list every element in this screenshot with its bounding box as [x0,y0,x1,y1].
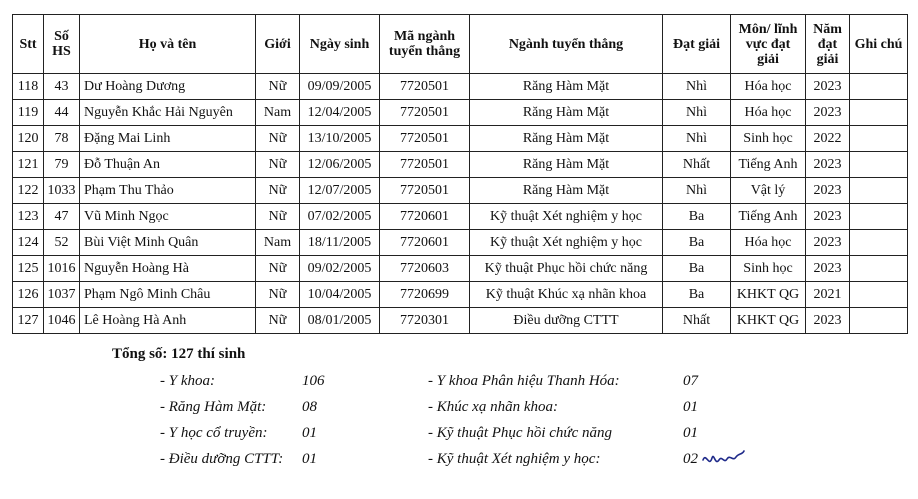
cell-gioi: Nữ [256,126,300,152]
cell-ma-nganh: 7720699 [380,282,470,308]
cell-stt: 120 [13,126,44,152]
table-row [13,74,908,100]
cell-nam: 2023 [806,204,850,230]
cell-dat-giai: Nhì [663,100,731,126]
cell-mon: Hóa học [731,230,806,256]
cell-ghi-chu [850,126,908,152]
cell-ghi-chu [850,230,908,256]
summary-right-value: 02 [683,451,698,467]
cell-mon: Tiếng Anh [731,152,806,178]
table-row [13,230,908,256]
cell-stt: 118 [13,74,44,100]
cell-ma-nganh: 7720301 [380,308,470,334]
cell-ghi-chu [850,204,908,230]
table-row [13,282,908,308]
cell-nam: 2023 [806,100,850,126]
summary-left-value: 106 [302,373,325,389]
cell-gioi: Nữ [256,282,300,308]
summary-right-value: 01 [683,399,698,415]
cell-ngay-sinh: 12/06/2005 [300,152,380,178]
cell-ho-ten: Phạm Ngô Minh Châu [80,282,256,308]
cell-nam: 2023 [806,178,850,204]
cell-stt: 121 [13,152,44,178]
handwritten-signature [700,448,746,474]
cell-nam: 2023 [806,152,850,178]
cell-so-hs: 44 [44,100,80,126]
summary-right-value: 07 [683,373,698,389]
cell-ma-nganh: 7720601 [380,230,470,256]
cell-mon: KHKT QG [731,308,806,334]
cell-gioi: Nữ [256,308,300,334]
cell-ngay-sinh: 12/07/2005 [300,178,380,204]
summary-right-label: - Y khoa Phân hiệu Thanh Hóa: [428,373,620,389]
summary-left-label: - Điều dưỡng CTTT: [160,451,284,467]
cell-so-hs: 79 [44,152,80,178]
header-ghi-chu: Ghi chú [850,15,908,74]
cell-ho-ten: Nguyễn Khắc Hải Nguyên [80,100,256,126]
cell-so-hs: 43 [44,74,80,100]
summary-right-label: - Kỹ thuật Phục hồi chức năng [428,425,612,441]
cell-stt: 125 [13,256,44,282]
cell-ghi-chu [850,152,908,178]
cell-ghi-chu [850,308,908,334]
cell-ho-ten: Dư Hoàng Dương [80,74,256,100]
admission-table [12,14,908,334]
cell-ma-nganh: 7720601 [380,204,470,230]
cell-ho-ten: Phạm Thu Thảo [80,178,256,204]
table-body [13,74,908,334]
cell-nganh: Răng Hàm Mặt [470,178,663,204]
cell-nganh: Kỹ thuật Xét nghiệm y học [470,204,663,230]
cell-so-hs: 1033 [44,178,80,204]
cell-nganh: Kỹ thuật Xét nghiệm y học [470,230,663,256]
cell-gioi: Nam [256,230,300,256]
cell-so-hs: 78 [44,126,80,152]
cell-ma-nganh: 7720603 [380,256,470,282]
summary-left-label: - Răng Hàm Mặt: [160,399,267,415]
cell-stt: 122 [13,178,44,204]
cell-ma-nganh: 7720501 [380,178,470,204]
cell-mon: Vật lý [731,178,806,204]
cell-ngay-sinh: 12/04/2005 [300,100,380,126]
header-stt: Stt [13,15,44,74]
cell-so-hs: 1046 [44,308,80,334]
table-row [13,204,908,230]
header-mon: Môn/ lĩnh vực đạt giải [731,15,806,74]
cell-ho-ten: Lê Hoàng Hà Anh [80,308,256,334]
cell-gioi: Nữ [256,152,300,178]
cell-mon: KHKT QG [731,282,806,308]
cell-ngay-sinh: 13/10/2005 [300,126,380,152]
cell-dat-giai: Nhất [663,152,731,178]
cell-nganh: Răng Hàm Mặt [470,126,663,152]
cell-dat-giai: Nhất [663,308,731,334]
cell-ngay-sinh: 18/11/2005 [300,230,380,256]
header-row [13,15,908,74]
summary-left-value: 01 [302,425,317,441]
cell-mon: Hóa học [731,100,806,126]
header-gioi: Giới [256,15,300,74]
cell-ghi-chu [850,100,908,126]
cell-dat-giai: Nhì [663,74,731,100]
cell-mon: Sinh học [731,126,806,152]
cell-ghi-chu [850,178,908,204]
cell-dat-giai: Ba [663,256,731,282]
cell-gioi: Nữ [256,74,300,100]
header-ho-ten: Họ và tên [80,15,256,74]
cell-ma-nganh: 7720501 [380,152,470,178]
cell-nganh: Răng Hàm Mặt [470,152,663,178]
cell-dat-giai: Nhì [663,178,731,204]
summary-right-value: 01 [683,425,698,441]
summary-right-label: - Khúc xạ nhãn khoa: [428,399,558,415]
cell-mon: Sinh học [731,256,806,282]
cell-gioi: Nữ [256,178,300,204]
cell-ghi-chu [850,74,908,100]
summary-left-label: - Y khoa: [160,373,215,389]
cell-stt: 127 [13,308,44,334]
cell-nam: 2022 [806,126,850,152]
cell-nam: 2021 [806,282,850,308]
header-ma-nganh: Mã ngành tuyển thẳng [380,15,470,74]
summary-left-value: 08 [302,399,317,415]
cell-stt: 123 [13,204,44,230]
cell-nganh: Răng Hàm Mặt [470,100,663,126]
cell-ngay-sinh: 10/04/2005 [300,282,380,308]
cell-ho-ten: Đặng Mai Linh [80,126,256,152]
cell-nam: 2023 [806,74,850,100]
cell-dat-giai: Ba [663,230,731,256]
cell-ma-nganh: 7720501 [380,126,470,152]
cell-dat-giai: Ba [663,282,731,308]
cell-nam: 2023 [806,256,850,282]
cell-mon: Tiếng Anh [731,204,806,230]
cell-ngay-sinh: 09/09/2005 [300,74,380,100]
cell-nganh: Răng Hàm Mặt [470,74,663,100]
header-dat-giai: Đạt giải [663,15,731,74]
cell-nganh: Điều dưỡng CTTT [470,308,663,334]
cell-stt: 126 [13,282,44,308]
cell-ghi-chu [850,256,908,282]
cell-nganh: Kỹ thuật Khúc xạ nhãn khoa [470,282,663,308]
header-nganh: Ngành tuyển thẳng [470,15,663,74]
cell-ho-ten: Đỗ Thuận An [80,152,256,178]
cell-ngay-sinh: 07/02/2005 [300,204,380,230]
table-row [13,256,908,282]
cell-so-hs: 1016 [44,256,80,282]
cell-ho-ten: Bùi Việt Minh Quân [80,230,256,256]
header-so-hs: Số HS [44,15,80,74]
cell-so-hs: 47 [44,204,80,230]
cell-ngay-sinh: 08/01/2005 [300,308,380,334]
cell-ngay-sinh: 09/02/2005 [300,256,380,282]
cell-stt: 124 [13,230,44,256]
table-row [13,308,908,334]
header-ngay-sinh: Ngày sinh [300,15,380,74]
summary-left-label: - Y học cổ truyền: [160,425,268,441]
cell-ma-nganh: 7720501 [380,100,470,126]
cell-nam: 2023 [806,230,850,256]
cell-dat-giai: Nhì [663,126,731,152]
cell-dat-giai: Ba [663,204,731,230]
cell-ghi-chu [850,282,908,308]
cell-mon: Hóa học [731,74,806,100]
cell-gioi: Nữ [256,204,300,230]
table-row [13,126,908,152]
summary-left-value: 01 [302,451,317,467]
summary-right-label: - Kỹ thuật Xét nghiệm y học: [428,451,601,467]
cell-so-hs: 52 [44,230,80,256]
cell-gioi: Nữ [256,256,300,282]
header-nam: Năm đạt giải [806,15,850,74]
cell-ho-ten: Nguyễn Hoàng Hà [80,256,256,282]
cell-ma-nganh: 7720501 [380,74,470,100]
summary-title: Tổng số: 127 thí sinh [112,346,246,362]
table-row [13,152,908,178]
cell-nam: 2023 [806,308,850,334]
cell-gioi: Nam [256,100,300,126]
table-row [13,100,908,126]
cell-stt: 119 [13,100,44,126]
cell-nganh: Kỹ thuật Phục hồi chức năng [470,256,663,282]
table-row [13,178,908,204]
cell-so-hs: 1037 [44,282,80,308]
cell-ho-ten: Vũ Minh Ngọc [80,204,256,230]
